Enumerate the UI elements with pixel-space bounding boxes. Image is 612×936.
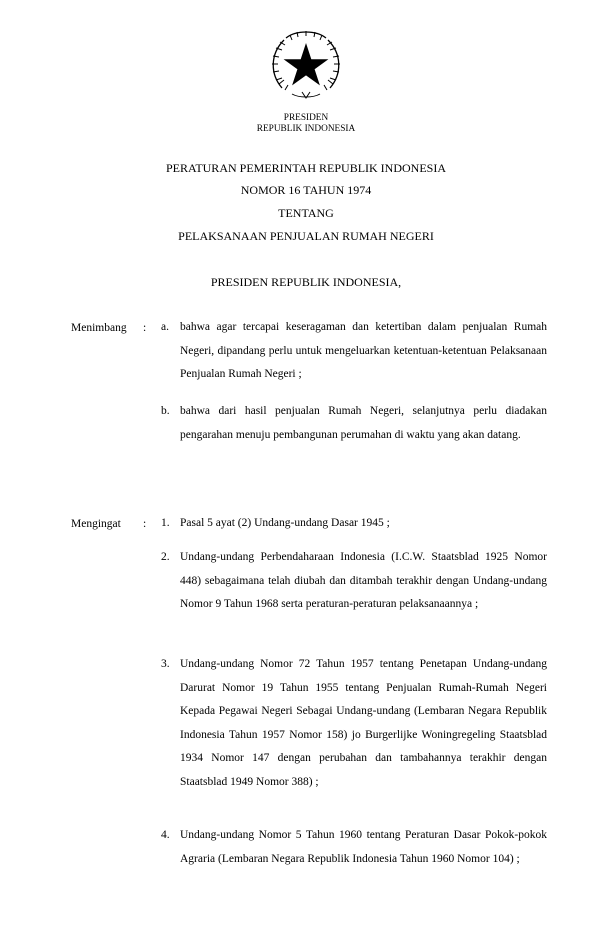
mengingat-item-4	[161, 824, 547, 871]
item-marker: 1.	[161, 517, 170, 529]
item-text: Undang-undang Nomor 72 Tahun 1957 tentang Penetapan Undang-undang Darurat Nomor 19 Tahun 1955 tentang Penjualan Rumah-Rumah Negeri Kepada Pegawai Negeri Sebagai Undang-undang (Lembaran Negara Republik Indonesia Tahun 1957 Nomor 158) jo Burgerlijke Woningregeling Staatsblad 1934 Nomor 147 dengan perubahan dan tambahannya terakhir dengan Staatsblad 1949 Nomor 388) ;	[180, 658, 547, 788]
issuer-heading: PRESIDEN REPUBLIK INDONESIA,	[210, 275, 402, 289]
regulation-number: NOMOR 16 TAHUN 1974	[240, 183, 372, 197]
menimbang-colon: :	[143, 322, 147, 334]
header-caption-republik: REPUBLIK INDONESIA	[256, 124, 356, 134]
garuda-star-emblem-icon	[266, 26, 346, 106]
item-text: Pasal 5 ayat (2) Undang-undang Dasar 1945 ;	[180, 517, 390, 529]
item-text: bahwa dari hasil penjualan Rumah Negeri, selanjutnya perlu diadakan pengarahan menuju pembangunan perumahan di waktu yang akan datang.	[180, 405, 547, 441]
mengingat-item-1	[161, 512, 547, 536]
mengingat-item-3	[161, 653, 547, 794]
header-caption-presiden: PRESIDEN	[283, 113, 329, 123]
item-text: Undang-undang Perbendaharaan Indonesia (I.C.W. Staatsblad 1925 Nomor 448) sebagaimana telah diubah dan ditambah terakhir dengan Undang-undang Nomor 9 Tahun 1968 serta peraturan-peraturan pelaksanaannya ;	[180, 551, 547, 610]
regulation-subject: PELAKSANAAN PENJUALAN RUMAH NEGERI	[178, 229, 434, 243]
menimbang-label: Menimbang	[71, 322, 127, 334]
mengingat-colon: :	[143, 518, 147, 530]
item-marker: a.	[161, 321, 169, 333]
regulation-title: PERATURAN PEMERINTAH REPUBLIK INDONESIA	[165, 161, 447, 175]
regulation-tentang: TENTANG	[278, 206, 334, 220]
item-text: bahwa agar tercapai keseragaman dan ketertiban dalam penjualan Rumah Negeri, dipandang perlu untuk mengeluarkan ketentuan-ketentuan Pelaksanaan Penjualan Rumah Negeri ;	[180, 321, 547, 380]
item-marker: 2.	[161, 551, 170, 563]
item-marker: 4.	[161, 829, 170, 841]
mengingat-item-2	[161, 546, 547, 617]
menimbang-item-a	[161, 316, 547, 387]
item-marker: b.	[161, 405, 170, 417]
item-text: Undang-undang Nomor 5 Tahun 1960 tentang Peraturan Dasar Pokok-pokok Agraria (Lembaran Negara Republik Indonesia Tahun 1960 Nomor 104) ;	[180, 829, 547, 865]
item-marker: 3.	[161, 658, 170, 670]
menimbang-item-b	[161, 400, 547, 447]
mengingat-label: Mengingat	[71, 518, 121, 530]
